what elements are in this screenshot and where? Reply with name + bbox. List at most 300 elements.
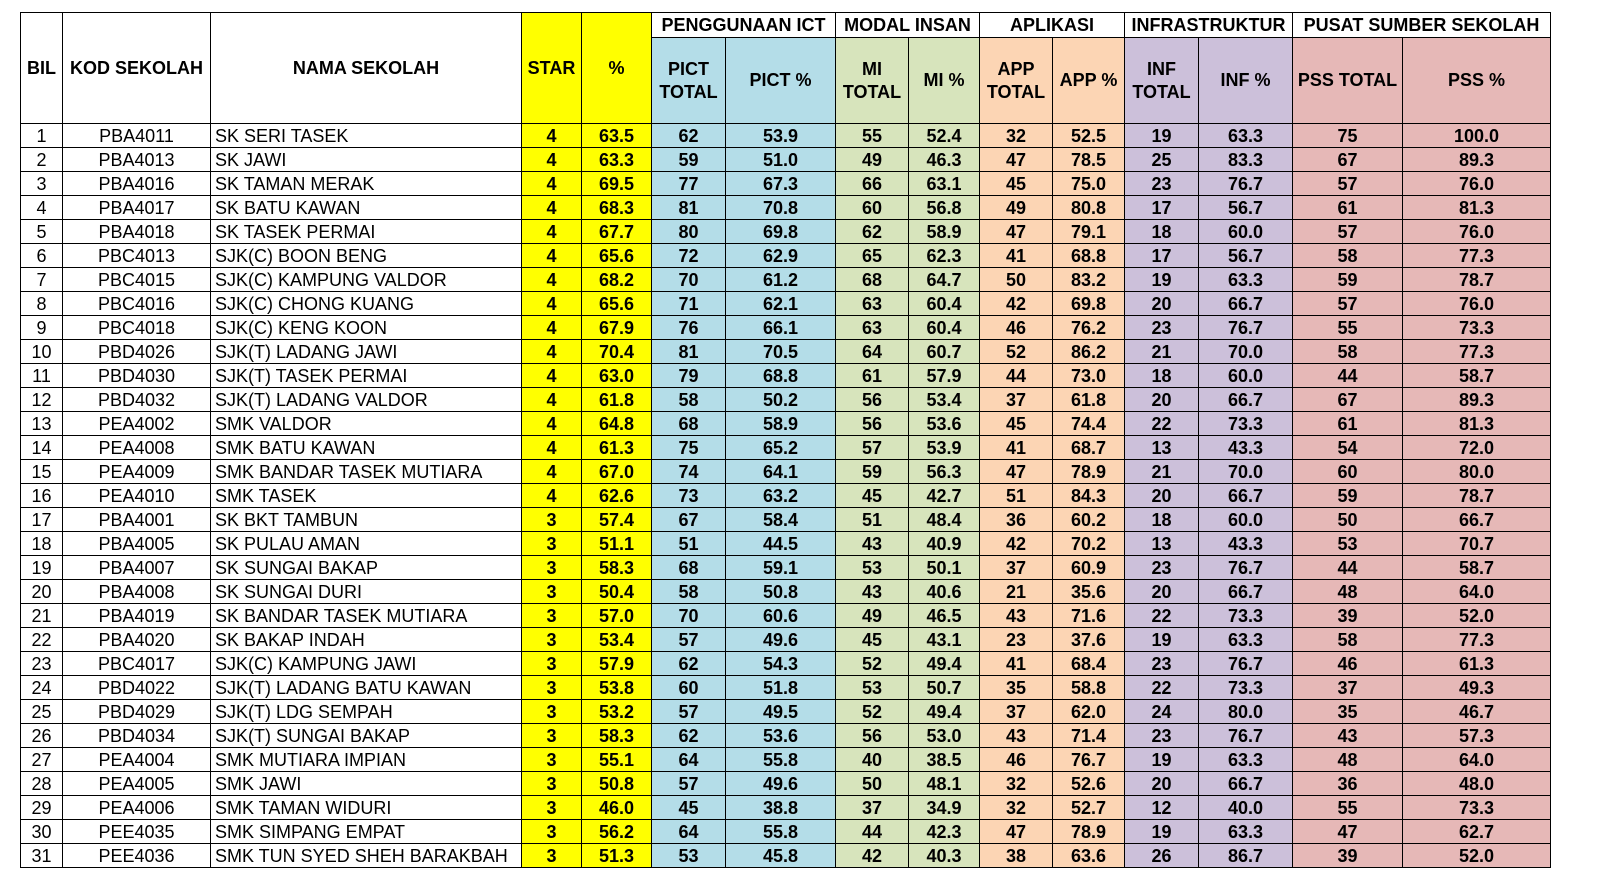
- cell-inf-total: 26: [1125, 844, 1199, 868]
- cell-nama-sekolah: SK BKT TAMBUN: [211, 508, 522, 532]
- cell-nama-sekolah: SJK(T) LDG SEMPAH: [211, 700, 522, 724]
- cell-pss-total: 47: [1293, 820, 1403, 844]
- cell-mi-total: 57: [836, 436, 909, 460]
- table-body: [21, 124, 1551, 868]
- cell-mi-total: 52: [836, 700, 909, 724]
- cell-kod-sekolah: PEA4004: [63, 748, 211, 772]
- header-percent: %: [582, 13, 652, 124]
- cell-pict-total: 68: [652, 556, 726, 580]
- cell-pss-total: 54: [1293, 436, 1403, 460]
- cell-nama-sekolah: SMK JAWI: [211, 772, 522, 796]
- cell-mi-total: 56: [836, 724, 909, 748]
- cell-mi-total: 63: [836, 292, 909, 316]
- cell-app-percent: 74.4: [1053, 412, 1125, 436]
- cell-percent: 68.3: [582, 196, 652, 220]
- table-row: [21, 844, 1551, 868]
- cell-nama-sekolah: SMK BATU KAWAN: [211, 436, 522, 460]
- cell-app-total: 35: [980, 676, 1053, 700]
- cell-app-percent: 75.0: [1053, 172, 1125, 196]
- table-row: [21, 604, 1551, 628]
- cell-pss-percent: 89.3: [1403, 388, 1551, 412]
- cell-pss-percent: 61.3: [1403, 652, 1551, 676]
- cell-bil: 15: [21, 460, 63, 484]
- cell-bil: 20: [21, 580, 63, 604]
- cell-kod-sekolah: PBC4016: [63, 292, 211, 316]
- cell-inf-total: 22: [1125, 604, 1199, 628]
- cell-kod-sekolah: PBA4005: [63, 532, 211, 556]
- cell-pss-total: 36: [1293, 772, 1403, 796]
- cell-pss-percent: 76.0: [1403, 172, 1551, 196]
- cell-pss-percent: 58.7: [1403, 364, 1551, 388]
- cell-percent: 55.1: [582, 748, 652, 772]
- cell-inf-total: 20: [1125, 580, 1199, 604]
- cell-app-total: 45: [980, 412, 1053, 436]
- cell-mi-percent: 56.8: [909, 196, 980, 220]
- cell-pss-total: 61: [1293, 412, 1403, 436]
- cell-star: 3: [522, 556, 582, 580]
- cell-kod-sekolah: PBD4032: [63, 388, 211, 412]
- cell-pss-total: 37: [1293, 676, 1403, 700]
- cell-bil: 28: [21, 772, 63, 796]
- cell-bil: 16: [21, 484, 63, 508]
- cell-inf-percent: 56.7: [1199, 196, 1293, 220]
- cell-inf-total: 23: [1125, 172, 1199, 196]
- cell-app-total: 36: [980, 508, 1053, 532]
- cell-star: 4: [522, 148, 582, 172]
- cell-inf-percent: 76.7: [1199, 172, 1293, 196]
- cell-inf-percent: 63.3: [1199, 268, 1293, 292]
- cell-nama-sekolah: SJK(T) LADANG VALDOR: [211, 388, 522, 412]
- cell-inf-total: 18: [1125, 508, 1199, 532]
- cell-bil: 27: [21, 748, 63, 772]
- cell-inf-percent: 76.7: [1199, 316, 1293, 340]
- cell-mi-percent: 46.3: [909, 148, 980, 172]
- cell-app-percent: 62.0: [1053, 700, 1125, 724]
- cell-inf-percent: 70.0: [1199, 340, 1293, 364]
- header-group-modal-insan: MODAL INSAN: [836, 13, 980, 38]
- cell-nama-sekolah: SK BANDAR TASEK MUTIARA: [211, 604, 522, 628]
- cell-pict-total: 81: [652, 196, 726, 220]
- cell-pss-percent: 76.0: [1403, 220, 1551, 244]
- cell-kod-sekolah: PBA4019: [63, 604, 211, 628]
- cell-kod-sekolah: PBD4026: [63, 340, 211, 364]
- cell-app-percent: 68.4: [1053, 652, 1125, 676]
- cell-kod-sekolah: PBA4018: [63, 220, 211, 244]
- cell-pict-total: 45: [652, 796, 726, 820]
- cell-pict-percent: 49.6: [726, 772, 836, 796]
- cell-nama-sekolah: SMK TAMAN WIDURI: [211, 796, 522, 820]
- cell-mi-percent: 57.9: [909, 364, 980, 388]
- cell-mi-percent: 58.9: [909, 220, 980, 244]
- cell-inf-percent: 66.7: [1199, 580, 1293, 604]
- cell-app-percent: 76.2: [1053, 316, 1125, 340]
- cell-kod-sekolah: PBA4011: [63, 124, 211, 148]
- cell-inf-percent: 76.7: [1199, 724, 1293, 748]
- cell-inf-percent: 76.7: [1199, 652, 1293, 676]
- cell-bil: 6: [21, 244, 63, 268]
- cell-percent: 50.8: [582, 772, 652, 796]
- header-pss-percent: PSS %: [1403, 38, 1551, 124]
- cell-app-total: 47: [980, 148, 1053, 172]
- cell-pict-percent: 58.9: [726, 412, 836, 436]
- cell-inf-total: 17: [1125, 244, 1199, 268]
- cell-app-total: 37: [980, 700, 1053, 724]
- cell-mi-total: 53: [836, 676, 909, 700]
- table-row: [21, 436, 1551, 460]
- cell-pss-percent: 73.3: [1403, 796, 1551, 820]
- cell-mi-total: 65: [836, 244, 909, 268]
- cell-kod-sekolah: PEA4005: [63, 772, 211, 796]
- cell-inf-total: 19: [1125, 820, 1199, 844]
- cell-app-percent: 78.9: [1053, 460, 1125, 484]
- cell-app-total: 49: [980, 196, 1053, 220]
- cell-app-percent: 78.9: [1053, 820, 1125, 844]
- cell-app-percent: 61.8: [1053, 388, 1125, 412]
- cell-app-total: 37: [980, 556, 1053, 580]
- cell-kod-sekolah: PBD4030: [63, 364, 211, 388]
- cell-app-total: 37: [980, 388, 1053, 412]
- cell-pict-total: 57: [652, 700, 726, 724]
- cell-pict-percent: 66.1: [726, 316, 836, 340]
- cell-bil: 9: [21, 316, 63, 340]
- cell-pict-percent: 44.5: [726, 532, 836, 556]
- table-row: [21, 508, 1551, 532]
- cell-kod-sekolah: PBA4013: [63, 148, 211, 172]
- header-group-infrastruktur: INFRASTRUKTUR: [1125, 13, 1293, 38]
- cell-star: 3: [522, 796, 582, 820]
- header-mi-percent: MI %: [909, 38, 980, 124]
- cell-nama-sekolah: SK TASEK PERMAI: [211, 220, 522, 244]
- cell-pss-total: 48: [1293, 580, 1403, 604]
- cell-pss-percent: 73.3: [1403, 316, 1551, 340]
- cell-nama-sekolah: SJK(C) KAMPUNG JAWI: [211, 652, 522, 676]
- header-mi-total: MI TOTAL: [836, 38, 909, 124]
- cell-mi-total: 62: [836, 220, 909, 244]
- table-row: [21, 628, 1551, 652]
- cell-pss-total: 55: [1293, 796, 1403, 820]
- cell-pict-total: 70: [652, 268, 726, 292]
- table-row: [21, 412, 1551, 436]
- table-row: [21, 220, 1551, 244]
- table-row: [21, 388, 1551, 412]
- cell-star: 3: [522, 748, 582, 772]
- cell-pss-percent: 57.3: [1403, 724, 1551, 748]
- cell-mi-total: 59: [836, 460, 909, 484]
- cell-star: 4: [522, 460, 582, 484]
- cell-inf-percent: 63.3: [1199, 124, 1293, 148]
- cell-mi-percent: 63.1: [909, 172, 980, 196]
- cell-app-percent: 68.7: [1053, 436, 1125, 460]
- cell-bil: 30: [21, 820, 63, 844]
- cell-pict-total: 80: [652, 220, 726, 244]
- cell-kod-sekolah: PBA4008: [63, 580, 211, 604]
- cell-nama-sekolah: SJK(T) SUNGAI BAKAP: [211, 724, 522, 748]
- cell-nama-sekolah: SMK TASEK: [211, 484, 522, 508]
- cell-bil: 26: [21, 724, 63, 748]
- cell-pict-percent: 55.8: [726, 748, 836, 772]
- cell-star: 4: [522, 244, 582, 268]
- cell-pss-total: 60: [1293, 460, 1403, 484]
- cell-app-percent: 79.1: [1053, 220, 1125, 244]
- cell-app-total: 41: [980, 244, 1053, 268]
- cell-inf-percent: 73.3: [1199, 676, 1293, 700]
- header-pss-total: PSS TOTAL: [1293, 38, 1403, 124]
- cell-pss-total: 55: [1293, 316, 1403, 340]
- cell-inf-percent: 66.7: [1199, 292, 1293, 316]
- cell-bil: 29: [21, 796, 63, 820]
- cell-star: 3: [522, 844, 582, 868]
- cell-pss-percent: 52.0: [1403, 604, 1551, 628]
- cell-star: 3: [522, 580, 582, 604]
- cell-nama-sekolah: SK PULAU AMAN: [211, 532, 522, 556]
- cell-kod-sekolah: PBC4017: [63, 652, 211, 676]
- cell-percent: 67.9: [582, 316, 652, 340]
- cell-pict-percent: 50.8: [726, 580, 836, 604]
- cell-pss-total: 43: [1293, 724, 1403, 748]
- cell-mi-total: 53: [836, 556, 909, 580]
- cell-pict-percent: 54.3: [726, 652, 836, 676]
- table-row: [21, 148, 1551, 172]
- cell-mi-total: 40: [836, 748, 909, 772]
- cell-pict-total: 57: [652, 772, 726, 796]
- cell-inf-percent: 66.7: [1199, 772, 1293, 796]
- cell-pict-total: 67: [652, 508, 726, 532]
- cell-star: 4: [522, 124, 582, 148]
- cell-pict-total: 62: [652, 124, 726, 148]
- cell-bil: 4: [21, 196, 63, 220]
- cell-kod-sekolah: PBA4016: [63, 172, 211, 196]
- cell-pict-total: 58: [652, 388, 726, 412]
- cell-bil: 22: [21, 628, 63, 652]
- cell-app-percent: 52.7: [1053, 796, 1125, 820]
- cell-bil: 8: [21, 292, 63, 316]
- cell-star: 3: [522, 604, 582, 628]
- cell-inf-total: 25: [1125, 148, 1199, 172]
- cell-kod-sekolah: PBA4017: [63, 196, 211, 220]
- table-row: [21, 124, 1551, 148]
- cell-percent: 46.0: [582, 796, 652, 820]
- cell-star: 3: [522, 676, 582, 700]
- cell-pict-percent: 50.2: [726, 388, 836, 412]
- cell-pss-total: 44: [1293, 556, 1403, 580]
- cell-inf-percent: 56.7: [1199, 244, 1293, 268]
- cell-mi-percent: 49.4: [909, 652, 980, 676]
- cell-percent: 67.0: [582, 460, 652, 484]
- cell-mi-total: 51: [836, 508, 909, 532]
- cell-pict-percent: 64.1: [726, 460, 836, 484]
- table-row: [21, 484, 1551, 508]
- cell-star: 3: [522, 772, 582, 796]
- cell-app-percent: 83.2: [1053, 268, 1125, 292]
- cell-inf-percent: 63.3: [1199, 820, 1293, 844]
- table-row: [21, 196, 1551, 220]
- cell-pss-total: 61: [1293, 196, 1403, 220]
- cell-inf-total: 19: [1125, 748, 1199, 772]
- cell-inf-percent: 73.3: [1199, 604, 1293, 628]
- table-row: [21, 292, 1551, 316]
- table-row: [21, 796, 1551, 820]
- cell-pss-percent: 76.0: [1403, 292, 1551, 316]
- cell-star: 4: [522, 196, 582, 220]
- cell-app-total: 51: [980, 484, 1053, 508]
- cell-mi-percent: 40.9: [909, 532, 980, 556]
- cell-mi-percent: 53.4: [909, 388, 980, 412]
- cell-pict-percent: 65.2: [726, 436, 836, 460]
- cell-nama-sekolah: SK SUNGAI BAKAP: [211, 556, 522, 580]
- cell-bil: 10: [21, 340, 63, 364]
- cell-inf-total: 23: [1125, 556, 1199, 580]
- cell-percent: 63.3: [582, 148, 652, 172]
- cell-pict-percent: 45.8: [726, 844, 836, 868]
- cell-nama-sekolah: SK TAMAN MERAK: [211, 172, 522, 196]
- cell-pss-percent: 78.7: [1403, 484, 1551, 508]
- cell-bil: 1: [21, 124, 63, 148]
- cell-app-percent: 52.5: [1053, 124, 1125, 148]
- cell-pss-total: 58: [1293, 340, 1403, 364]
- cell-inf-percent: 40.0: [1199, 796, 1293, 820]
- table-row: [21, 244, 1551, 268]
- cell-mi-percent: 64.7: [909, 268, 980, 292]
- table-row: [21, 364, 1551, 388]
- cell-percent: 62.6: [582, 484, 652, 508]
- cell-pict-total: 75: [652, 436, 726, 460]
- cell-pict-percent: 38.8: [726, 796, 836, 820]
- cell-percent: 67.7: [582, 220, 652, 244]
- cell-app-total: 41: [980, 436, 1053, 460]
- cell-app-percent: 37.6: [1053, 628, 1125, 652]
- cell-nama-sekolah: SJK(T) TASEK PERMAI: [211, 364, 522, 388]
- cell-app-percent: 80.8: [1053, 196, 1125, 220]
- cell-bil: 18: [21, 532, 63, 556]
- cell-star: 4: [522, 316, 582, 340]
- cell-pss-total: 67: [1293, 148, 1403, 172]
- cell-percent: 51.1: [582, 532, 652, 556]
- cell-nama-sekolah: SMK BANDAR TASEK MUTIARA: [211, 460, 522, 484]
- table-row: [21, 316, 1551, 340]
- cell-inf-total: 20: [1125, 292, 1199, 316]
- cell-pict-percent: 70.5: [726, 340, 836, 364]
- cell-nama-sekolah: SJK(C) KAMPUNG VALDOR: [211, 268, 522, 292]
- cell-bil: 25: [21, 700, 63, 724]
- cell-inf-percent: 63.3: [1199, 748, 1293, 772]
- cell-kod-sekolah: PEE4035: [63, 820, 211, 844]
- cell-star: 4: [522, 220, 582, 244]
- cell-app-total: 43: [980, 724, 1053, 748]
- cell-pict-total: 73: [652, 484, 726, 508]
- cell-bil: 3: [21, 172, 63, 196]
- cell-mi-percent: 49.4: [909, 700, 980, 724]
- cell-pss-percent: 48.0: [1403, 772, 1551, 796]
- cell-inf-percent: 66.7: [1199, 484, 1293, 508]
- cell-inf-percent: 83.3: [1199, 148, 1293, 172]
- cell-app-total: 44: [980, 364, 1053, 388]
- cell-pict-total: 59: [652, 148, 726, 172]
- cell-bil: 11: [21, 364, 63, 388]
- cell-mi-total: 64: [836, 340, 909, 364]
- cell-nama-sekolah: SK JAWI: [211, 148, 522, 172]
- cell-pict-total: 60: [652, 676, 726, 700]
- cell-pict-total: 71: [652, 292, 726, 316]
- cell-nama-sekolah: SJK(T) LADANG BATU KAWAN: [211, 676, 522, 700]
- cell-pict-total: 57: [652, 628, 726, 652]
- cell-mi-total: 37: [836, 796, 909, 820]
- cell-nama-sekolah: SK BATU KAWAN: [211, 196, 522, 220]
- cell-app-total: 46: [980, 748, 1053, 772]
- cell-mi-total: 55: [836, 124, 909, 148]
- cell-mi-total: 60: [836, 196, 909, 220]
- cell-pict-total: 58: [652, 580, 726, 604]
- header-group-pusat-sumber-sekolah: PUSAT SUMBER SEKOLAH: [1293, 13, 1551, 38]
- cell-mi-total: 45: [836, 628, 909, 652]
- cell-kod-sekolah: PBD4034: [63, 724, 211, 748]
- cell-percent: 57.9: [582, 652, 652, 676]
- cell-inf-percent: 60.0: [1199, 508, 1293, 532]
- cell-pss-percent: 77.3: [1403, 244, 1551, 268]
- cell-pict-percent: 51.0: [726, 148, 836, 172]
- cell-pict-total: 51: [652, 532, 726, 556]
- cell-inf-total: 23: [1125, 652, 1199, 676]
- cell-app-total: 23: [980, 628, 1053, 652]
- cell-mi-percent: 34.9: [909, 796, 980, 820]
- cell-nama-sekolah: SMK TUN SYED SHEH BARAKBAH: [211, 844, 522, 868]
- cell-percent: 51.3: [582, 844, 652, 868]
- cell-pict-percent: 49.5: [726, 700, 836, 724]
- cell-kod-sekolah: PBC4018: [63, 316, 211, 340]
- cell-pss-total: 39: [1293, 844, 1403, 868]
- cell-inf-total: 21: [1125, 340, 1199, 364]
- cell-inf-total: 19: [1125, 628, 1199, 652]
- cell-inf-percent: 80.0: [1199, 700, 1293, 724]
- cell-star: 4: [522, 268, 582, 292]
- cell-pict-percent: 60.6: [726, 604, 836, 628]
- cell-nama-sekolah: SMK SIMPANG EMPAT: [211, 820, 522, 844]
- cell-app-total: 32: [980, 796, 1053, 820]
- header-pict-percent: PICT %: [726, 38, 836, 124]
- cell-mi-percent: 46.5: [909, 604, 980, 628]
- cell-star: 3: [522, 532, 582, 556]
- cell-pict-percent: 63.2: [726, 484, 836, 508]
- cell-pict-percent: 67.3: [726, 172, 836, 196]
- table-row: [21, 340, 1551, 364]
- cell-pss-percent: 78.7: [1403, 268, 1551, 292]
- cell-pss-total: 53: [1293, 532, 1403, 556]
- cell-app-total: 21: [980, 580, 1053, 604]
- header-group-row: [21, 13, 1551, 38]
- cell-kod-sekolah: PBA4007: [63, 556, 211, 580]
- cell-mi-total: 56: [836, 388, 909, 412]
- cell-app-total: 43: [980, 604, 1053, 628]
- cell-bil: 21: [21, 604, 63, 628]
- cell-pict-total: 68: [652, 412, 726, 436]
- table-row: [21, 676, 1551, 700]
- cell-percent: 53.2: [582, 700, 652, 724]
- cell-pss-total: 75: [1293, 124, 1403, 148]
- cell-star: 3: [522, 652, 582, 676]
- header-kod-sekolah: KOD SEKOLAH: [63, 13, 211, 124]
- cell-star: 3: [522, 724, 582, 748]
- cell-star: 4: [522, 172, 582, 196]
- cell-mi-percent: 42.3: [909, 820, 980, 844]
- cell-inf-percent: 60.0: [1199, 364, 1293, 388]
- cell-bil: 23: [21, 652, 63, 676]
- cell-pss-percent: 64.0: [1403, 580, 1551, 604]
- cell-inf-total: 24: [1125, 700, 1199, 724]
- cell-star: 4: [522, 412, 582, 436]
- header-app-total: APP TOTAL: [980, 38, 1053, 124]
- cell-pict-percent: 59.1: [726, 556, 836, 580]
- cell-mi-total: 43: [836, 532, 909, 556]
- cell-mi-percent: 48.4: [909, 508, 980, 532]
